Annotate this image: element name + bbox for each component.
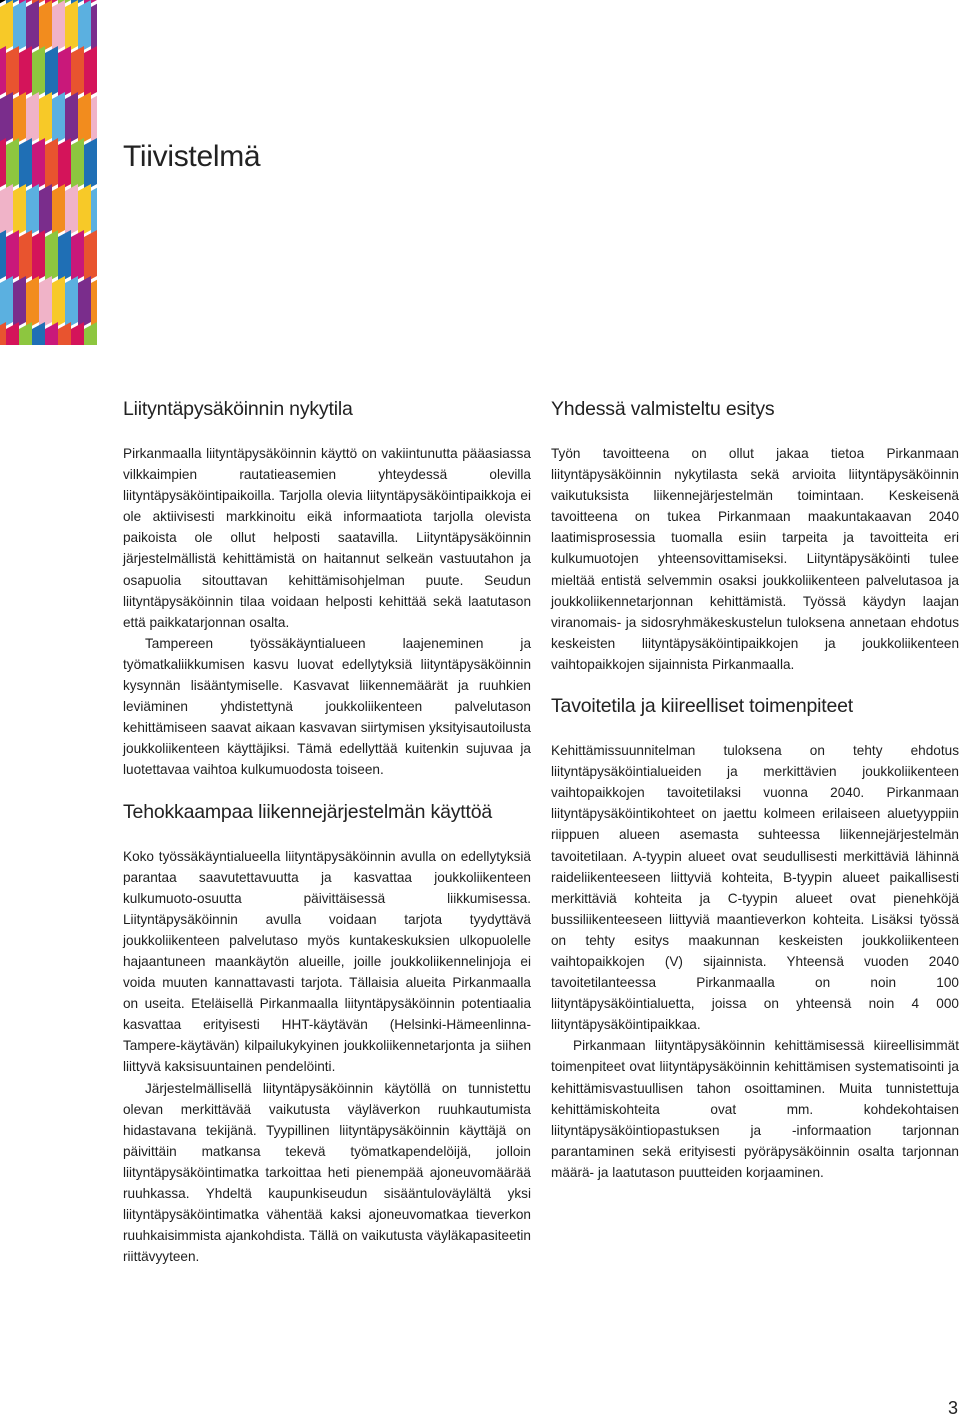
stripe-segment	[65, 184, 78, 237]
section-heading-tavoitetila: Tavoitetila ja kiireelliset toimenpiteet	[551, 695, 853, 718]
paragraph: Kehittämissuunnitelman tuloksena on tehty ehdotus liityntäpysäköintialueiden ja merkittävien joukkoliikenteen vaihtopaikkojen tavoitetilaksi vuonna 2040. Pirkanmaan liityntäpysäköintikohteet on jaettu kolmeen erilaiseen aluetyyppiin riippuen alueen asemasta suhteessa liikennejärjestelmän tavoitetilaan. A-tyypin alueet ovat seudullisesti merkittäviä lähinnä raideliikenteeseen liittyviä kohteita, B-tyypin alueet paikallisesti merkittäviä kohteita ja C-tyypin alueet ovat pienehköjä bussiliikenteeseen liittyviä maantieverkon kohteita. Lisäksi työssä on tehty esitys maakunnan keskeisten joukkoliikenteen vaihtopaikkojen (V) sijainnista. Yhteensä vuoden 2040 tavoitetilanteessa Pirkanmaalla on noin 100 liityntäpysäköintialuetta, joissa on yhteensä noin 4 000 liityntäpysäköintipaikkaa.	[551, 743, 959, 1033]
stripe-segment	[0, 276, 13, 329]
stripe-segment	[78, 184, 91, 237]
section-heading-yhdessa: Yhdessä valmisteltu esitys	[551, 398, 775, 420]
stripe-segment	[52, 184, 65, 237]
stripe-segment	[39, 276, 52, 329]
stripe-segment	[65, 0, 78, 53]
stripe-segment	[0, 0, 13, 53]
stripe-segment	[19, 46, 32, 99]
stripe-segment	[26, 92, 39, 145]
stripe-segment	[0, 322, 6, 345]
stripe-segment	[0, 46, 6, 99]
stripe-segment	[84, 46, 97, 99]
stripe-segment	[91, 92, 97, 145]
stripe-segment	[13, 276, 26, 329]
section-heading-nykytila: Liityntäpysäköinnin nykytila	[123, 398, 353, 420]
stripe-segment	[91, 0, 97, 53]
stripe-segment	[58, 230, 71, 283]
stripe-segment	[26, 184, 39, 237]
paragraph: Koko työssäkäyntialueella liityntäpysäköinnin avulla on edellytyksiä parantaa saavutettavuutta ja kasvattaa joukkoliikenteen kulkumuoto-osuutta päivittäisessä liikkumisessa. Liityntäpysäköinnin avulla voidaan tarjota tyydyttävä joukkoliikenteen palvelutaso myös kuntakeskuksien ulkopuolelle hajaantuneen maankäytön alueille, joille joukkoliikennelinjoja ei voida muuten kannattavasti tarjota. Tällaisia alueita Pirkanmaalla on useita. Eteläisellä Pirkanmaalla liityntäpysäköinnin potentiaalia kasvattaa erityisesti HHT-käytävän (Helsinki-Hämeenlinna-Tampere-käytävän) kilpailukykyinen joukkoliikennetarjonta ja siihen liittyvä kaksisuuntainen pendelöinti.	[123, 848, 531, 1075]
paragraph: Työn tavoitteena on ollut jakaa tietoa Pirkanmaan liityntäpysäköinnin nykytilasta sekä arvioita liityntäpysäköinnin vaikutuksista liikennejärjestelmän toimintaan. Keskeisenä tavoitteena on tukea Pirkanmaan maakuntakaavan 2040 laatimisprosessia tuomalla esiin tarpeita ja tavoitteita eri kulkumuotojen yhteensovittamiseksi. Liityntäpysäköinti tulee mieltää entistä selvemmin osaksi joukkoliikenteen palvelutasoa ja joukkoliikennetarjonnan kehittämistä. Työssä käydyn laajan viranomais- ja sidosryhmäkeskustelun tuloksena annetaan ehdotus keskeisten liityntäpysäköintipaikkojen ja joukkoliikenteen vaihtopaikkojen sijainnista Pirkanmaalla.	[551, 446, 959, 672]
stripe-segment	[13, 92, 26, 145]
stripe-segment	[0, 230, 6, 283]
left-column	[123, 398, 531, 1267]
stripe-segment	[52, 0, 65, 53]
stripe-segment	[13, 0, 26, 53]
stripe-segment	[39, 184, 52, 237]
stripe-segment	[13, 184, 26, 237]
stripe-segment	[71, 138, 84, 191]
stripe-segment	[52, 92, 65, 145]
stripe-segment	[26, 276, 39, 329]
stripe-segment	[6, 46, 19, 99]
stripe-segment	[91, 184, 97, 237]
stripe-segment	[0, 184, 13, 237]
stripe-segment	[71, 322, 84, 345]
stripe-segment	[32, 46, 45, 99]
stripe-segment	[45, 46, 58, 99]
stripe-segment	[32, 322, 45, 345]
paragraph: Järjestelmällisellä liityntäpysäköinnin käytöllä on tunnistettu olevan merkittävää vaikutusta väyläverkon ruuhkautumista hidastavana tekijänä. Tyypillinen liityntäpysäköinnin käyttäjä on päivittäin matkansa tekevä työmatkapendelöijä, jolloin liityntäpysäköintimatka tarkoittaa heti pienempää ajoneuvomäärää ruuhkassa. Yhdeltä kaupunkiseudun sisääntuloväylältä yksi liityntäpysäköintimatka vähentää kaksi ajoneuvomatkaa tieverkon ruuhkaisimmista ajankohdista. Tällä on vaikutusta väyläkapasiteetin riittävyyteen.	[123, 1080, 531, 1265]
stripe-segment	[39, 0, 52, 53]
stripe-segment	[26, 0, 39, 53]
stripe-segment	[78, 276, 91, 329]
stripe-segment	[45, 322, 58, 345]
stripe-segment	[6, 138, 19, 191]
stripe-segment	[6, 230, 19, 283]
stripe-segment	[84, 322, 97, 345]
stripe-segment	[58, 322, 71, 345]
right-column	[551, 398, 959, 1183]
paragraph: Pirkanmaalla liityntäpysäköinnin käyttö on vakiintunutta pääasiassa vilkkaimpien rautatieasemien yhteydessä olevilla liityntäpysäköintipaikoilla. Tarjolla olevia liityntäpysäköintipaikkoja ei ole aktiivisesti markkinoitu eikä informaatiota tarjolla olevista paikoista ole ollut helposti saatavilla. Liityntäpysäköinnin järjestelmällistä kehittämistä on haitannut selkeän vastuutahon ja osapuolia sitouttavan kehittämisohjelman puute. Seudun liityntäpysäköinnin tilaa voidaan helposti kehittää sekä laatutason että paikkatarjonnan osalta.	[123, 446, 531, 630]
stripe-segment	[78, 0, 91, 53]
stripe-segment	[19, 322, 32, 345]
paragraph: Pirkanmaan liityntäpysäköinnin kehittämisessä kiireellisimmät toimenpiteet ovat liityntäpysäköinnin kehittämisen systematisointi ja kehittämisvastuullisen tahon osoittaminen. Muita tunnistettuja kehittämiskohteita ovat mm. kohdekohtaisen liityntäpysäköintiopastuksen ja -informaation tarjonnan parantaminen sekä erityisesti pyöräpysäköinnin osalta tarjonnan määrä- ja laatutason puutteiden korjaaminen.	[551, 1038, 959, 1180]
stripe-segment	[0, 92, 13, 145]
stripe-segment	[91, 276, 97, 329]
stripe-segment	[71, 46, 84, 99]
stripe-segment	[84, 230, 97, 283]
stripe-segment	[0, 138, 6, 191]
decorative-stripe-pattern	[0, 0, 97, 345]
stripe-segment	[71, 230, 84, 283]
stripe-segment	[58, 138, 71, 191]
stripe-segment	[19, 230, 32, 283]
stripe-segment	[45, 138, 58, 191]
stripe-segment	[65, 276, 78, 329]
stripe-segment	[65, 92, 78, 145]
section-heading-tehokkaampaa: Tehokkaampaa liikennejärjestelmän käyttöä	[123, 800, 493, 823]
page-number: 3	[947, 1398, 958, 1418]
stripe-segment	[52, 276, 65, 329]
stripe-segment	[78, 92, 91, 145]
stripe-segment	[45, 230, 58, 283]
stripe-segment	[32, 138, 45, 191]
stripe-segment	[6, 322, 19, 345]
paragraph: Tampereen työssäkäyntialueen laajeneminen ja työmatkaliikkumisen kasvu luovat edellytyksiä liityntäpysäköinnin kysynnän lisääntymiselle. Kasvavat liikennemäärät ja ruuhkien leviäminen yhdistettynä joukkoliikenteen palvelutason kehittämiseen saavat aikaan kasvavan siirtymisen yksityisautoilusta joukkoliikenteen käyttäjiksi. Tämä edellyttää kuitenkin sujuvaa ja luotettavaa vaihtoa kulkumuodosta toiseen.	[123, 635, 531, 778]
stripe-segment	[39, 92, 52, 145]
page-title: Tiivistelmä	[123, 140, 261, 173]
stripe-segment	[84, 138, 97, 191]
stripe-segment	[32, 230, 45, 283]
stripe-segment	[58, 46, 71, 99]
stripe-segment	[19, 138, 32, 191]
